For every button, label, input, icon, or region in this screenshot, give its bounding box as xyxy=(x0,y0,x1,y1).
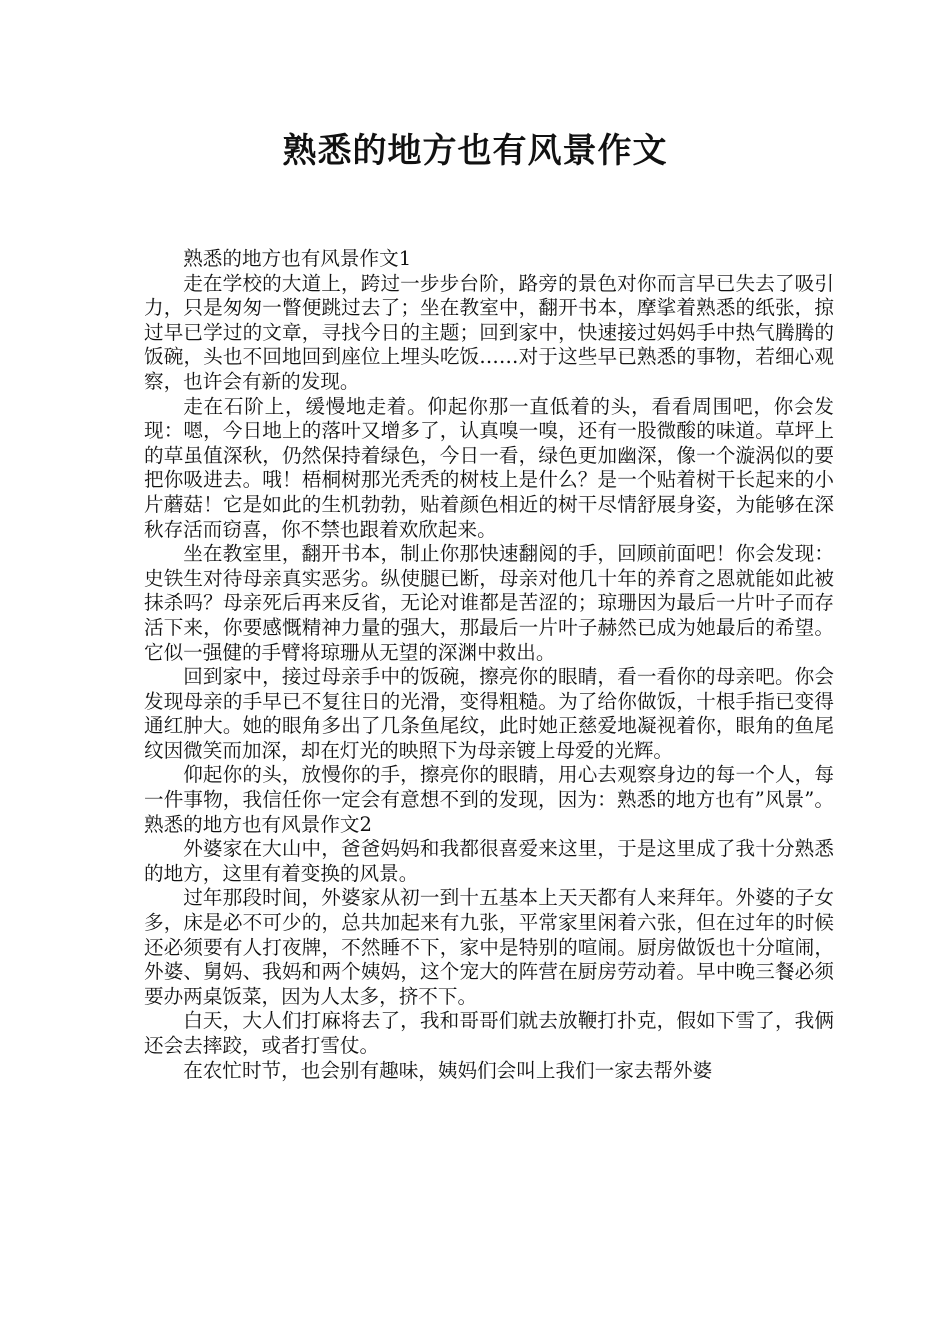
document-body xyxy=(144,247,834,1083)
paragraph: 仰起你的头，放慢你的手，擦亮你的眼睛，用心去观察身边的每一个人，每一件事物，我信任你一定会有意想不到的发现，因为：熟悉的地方也有”风景”。熟悉的地方也有风景作文2 xyxy=(144,763,834,836)
paragraph: 走在石阶上，缓慢地走着。仰起你那一直低着的头，看看周围吧，你会发现：嗯，今日地上的落叶又增多了，认真嗅一嗅，还有一股微酸的味道。草坪上的草虽值深秋，仍然保持着绿色，今日一看，绿色更加幽深，像一个漩涡似的要把你吸进去。哦！梧桐树那光秃秃的树枝上是什么？是一个贴着树干长起来的小片蘑菇！它是如此的生机勃勃，贴着颜色相近的树干尽情舒展身姿，为能够在深秋存活而窃喜，你不禁也跟着欢欣起来。 xyxy=(144,394,834,541)
paragraph: 走在学校的大道上，跨过一步步台阶，路旁的景色对你而言早已失去了吸引力，只是匆匆一瞥便跳过去了；坐在教室中，翻开书本，摩挲着熟悉的纸张，掠过早已学过的文章，寻找今日的主题；回到家中，快速接过妈妈手中热气腾腾的饭碗，头也不回地回到座位上埋头吃饭……对于这些早已熟悉的事物，若细心观察，也许会有新的发现。 xyxy=(144,271,834,393)
paragraph: 外婆家在大山中，爸爸妈妈和我都很喜爱来这里，于是这里成了我十分熟悉的地方，这里有着变换的风景。 xyxy=(144,837,834,885)
paragraph: 在农忙时节，也会别有趣味，姨妈们会叫上我们一家去帮外婆 xyxy=(183,1058,713,1082)
paragraph: 坐在教室里，翻开书本，制止你那快速翻阅的手，回顾前面吧！你会发现：史铁生对待母亲真实恶劣。纵使腿已断，母亲对他几十年的养育之恩就能如此被抹杀吗？母亲死后再来反省，无论对谁都是苦涩的；琼珊因为最后一片叶子而存活下来，你要感慨精神力量的强大，那最后一片叶子赫然已成为她最后的希望。它似一强健的手臂将琼珊从无望的深渊中救出。 xyxy=(144,542,834,664)
paragraph: 白天，大人们打麻将去了，我和哥哥们就去放鞭打扑克，假如下雪了，我俩还会去摔跤，或者打雪仗。 xyxy=(144,1009,834,1057)
paragraph: 过年那段时间，外婆家从初一到十五基本上天天都有人来拜年。外婆的子女多，床是必不可少的，总共加起来有九张，平常家里闲着六张，但在过年的时候还必须要有人打夜牌，不然睡不下，家中是特别的喧闹。厨房做饭也十分喧闹，外婆、舅妈、我妈和两个姨妈，这个宠大的阵营在厨房劳动着。早中晚三餐必须要办两桌饭菜，因为人太多，挤不下。 xyxy=(144,886,834,1008)
paragraph-subtitle-1: 熟悉的地方也有风景作文1 xyxy=(183,247,412,270)
document-title: 熟悉的地方也有风景作文 xyxy=(282,131,668,171)
paragraph: 回到家中，接过母亲手中的饭碗，擦亮你的眼睛，看一看你的母亲吧。你会发现母亲的手早已不复往日的光滑，变得粗糙。为了给你做饭，十根手指已变得通红肿大。她的眼角多出了几条鱼尾纹，此时她正慈爱地凝视着你，眼角的鱼尾纹因微笑而加深，却在灯光的映照下为母亲镀上母爱的光辉。 xyxy=(144,665,834,762)
